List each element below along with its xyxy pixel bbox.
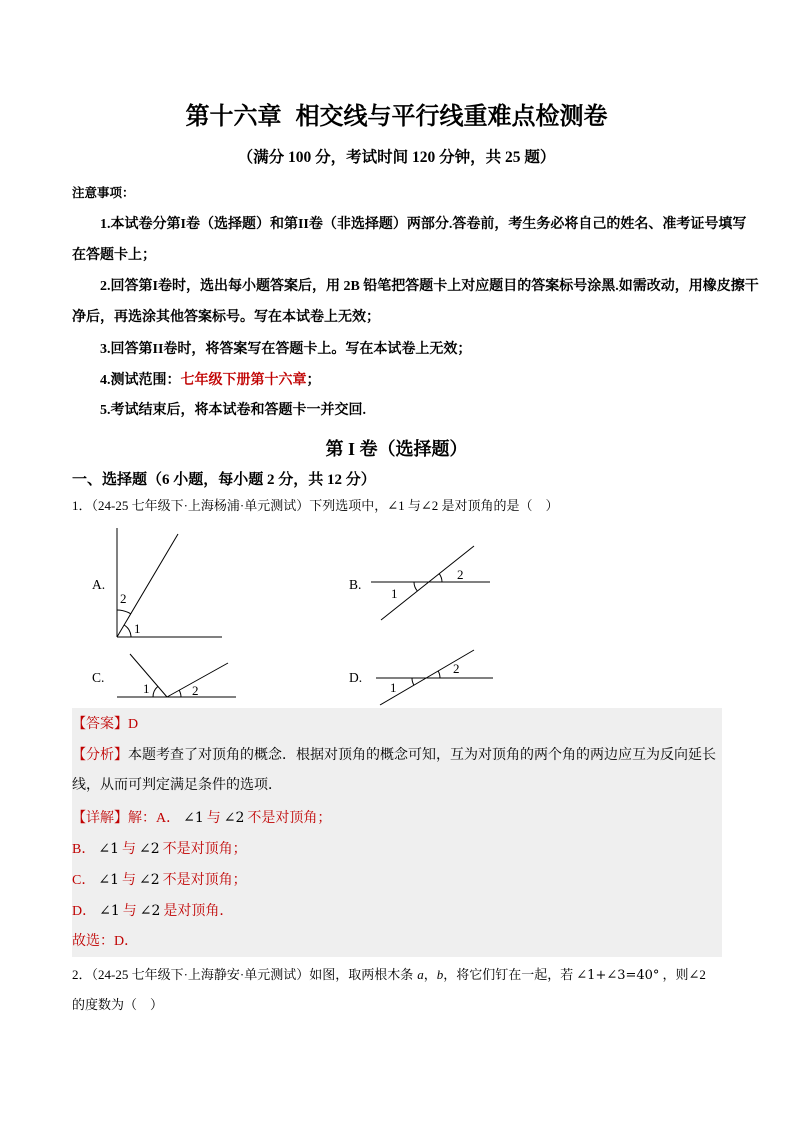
detail-item-a-conj: 与 [206,811,221,826]
question-1-stem: 1．（24-25 七年级下·上海杨浦·单元测试）下列选项中，∠1 与∠2 是对顶角的是（ ） [72,498,559,513]
option-c-figure [117,654,236,698]
question-2-stem-suffix: ，则∠2 [662,967,706,982]
detail-item-d-conj: 与 [122,904,137,919]
notes-heading: 注意事项： [72,186,135,200]
analysis-line-2: 线，从而可判定满足条件的选项． [72,778,282,793]
answer-value: D [128,717,139,732]
option-d-angle1-label: 1 [390,680,397,695]
variable-a: a [417,967,424,982]
detail-item-a-angle2: ∠2 [223,810,245,826]
option-b-angle2-arc [439,573,442,582]
detail-item-b-verdict: 不是对顶角； [162,842,247,857]
note-item-4 [100,371,321,391]
option-b-angle1-label: 1 [391,586,398,601]
note-item-2-line-1: 2.回答第I卷时，选出每小题答案后，用 2B 铅笔把答题卡上对应题目的答案标号涂黑.如需改动，用橡皮擦干 [100,279,759,294]
question-2-stem-mid: ，将它们钉在一起，若 [443,967,574,982]
detail-item-a [72,808,331,829]
note-item-3: 3.回答第II卷时，将答案写在答题卡上。写在本试卷上无效； [100,342,472,357]
detail-item-c [72,870,247,891]
option-a-angle1-arc [124,625,131,637]
question-2-separator: ， [423,967,437,982]
option-d-angle2-label: 2 [453,661,460,676]
exam-info: （满分 100 分，考试时间 120 分钟，共 25 题） [237,149,556,166]
detail-item-b-angle1: ∠1 [98,841,119,857]
page-title: 第十六章 相交线与平行线重难点检测卷 [185,104,608,130]
answer-line [72,715,138,735]
question-1-figures [100,520,500,710]
detail-item-a-label: A． [156,811,181,826]
detail-tag: 【详解】 [72,811,128,826]
detail-item-d-angle2: ∠2 [139,903,161,919]
detail-item-c-angle1: ∠1 [98,872,119,888]
detail-item-c-angle2: ∠2 [138,872,160,888]
note-item-2-line-2: 净后，再选涂其他答案标号。写在本试卷上无效； [72,310,380,325]
question-2-condition: ∠1+∠3=40° [576,968,660,983]
option-c-angle1-label: 1 [143,681,150,696]
option-d-figure [376,650,493,705]
detail-intro: 解： [128,811,156,826]
option-d-label: D. [349,670,363,685]
option-c-angle2-label: 2 [192,683,199,698]
option-a-oblique-ray [117,534,178,637]
option-a-angle2-label: 2 [120,591,127,606]
option-c-label: C. [92,670,105,685]
option-d-angle1-arc [412,678,414,685]
detail-item-b [72,839,247,860]
option-b-label: B. [349,577,362,592]
detail-item-d-label: D． [72,904,97,919]
option-a-figure [117,528,222,637]
detail-item-b-conj: 与 [121,842,136,857]
option-b-oblique-line [381,546,474,620]
part-heading: 一、选择题（6 小题，每小题 2 分，共 12 分） [72,472,376,488]
note-item-1-line-2: 在答题卡上； [72,248,156,263]
option-b-figure [371,546,490,620]
detail-item-b-angle2: ∠2 [138,841,160,857]
option-c-angle1-arc [153,686,158,697]
option-b-angle1-arc [414,582,417,591]
note-item-1-line-1: 1.本试卷分第I卷（选择题）和第II卷（非选择题）两部分.答卷前，考生务必将自己的姓名、准考证号填写 [100,217,747,232]
option-a-label: A. [92,577,106,592]
detail-item-b-label: B． [72,842,96,857]
question-2-stem-line-1 [72,965,706,986]
note-item-4-prefix: 4.测试范围： [100,373,181,388]
detail-item-d-angle1: ∠1 [99,903,120,919]
detail-item-d [72,901,233,922]
detail-item-a-verdict: 不是对顶角； [247,811,332,826]
option-d-angle2-arc [438,671,440,678]
option-c-angle2-arc [179,690,181,697]
option-a-angle1-label: 1 [134,621,141,636]
option-a-angle2-arc [117,610,131,614]
analysis-tag: 【分析】 [72,748,128,763]
detail-item-c-verdict: 不是对顶角； [162,873,247,888]
question-2-stem-prefix: 2．（24-25 七年级下·上海静安·单元测试）如图，取两根木条 [72,967,414,982]
answer-tag: 【答案】 [72,717,128,732]
solution-panel [72,708,722,957]
detail-item-a-angle1: ∠1 [183,810,204,826]
analysis-text-1: 本题考查了对顶角的概念．根据对顶角的概念可知，互为对顶角的两个角的两边应互为反向延长 [128,748,716,763]
detail-item-d-verdict: 是对顶角． [163,904,234,919]
analysis-line-1 [72,746,716,766]
detail-item-c-conj: 与 [121,873,136,888]
note-item-4-suffix: ； [306,373,321,388]
section-title: 第 I 卷（选择题） [325,439,468,459]
variable-b: b [436,967,444,982]
test-scope-highlight: 七年级下册第十六章 [180,373,307,388]
note-item-5: 5.考试结束后，将本试卷和答题卡一并交回. [100,403,366,418]
conclusion-line: 故选：D． [72,934,139,949]
detail-item-c-label: C． [72,873,96,888]
question-2-stem-line-2: 的度数为（ ） [72,997,164,1012]
option-b-angle2-label: 2 [457,567,464,582]
